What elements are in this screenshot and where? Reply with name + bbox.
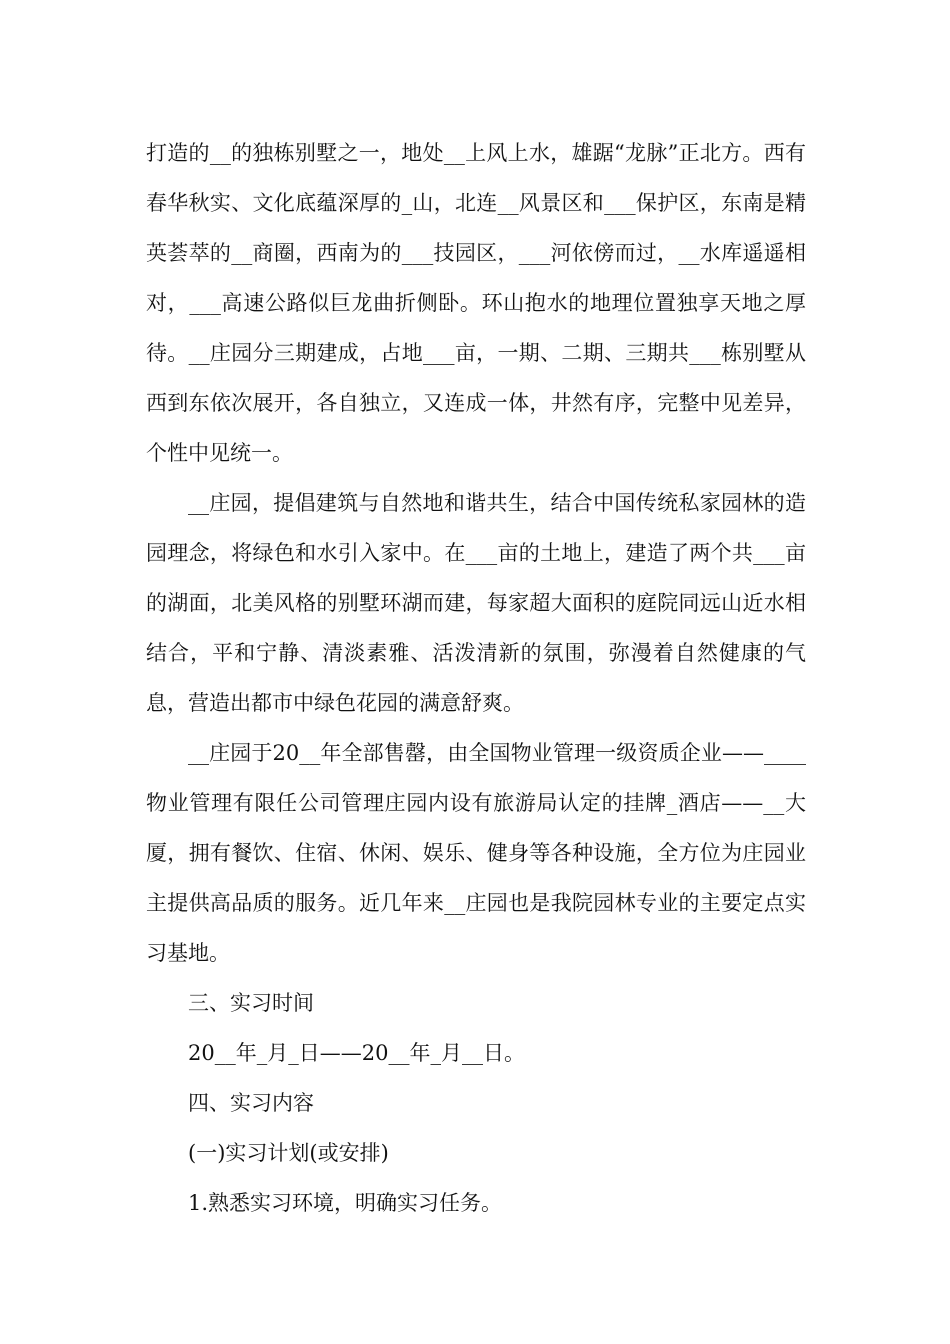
paragraph-estate-management: __庄园于20__年全部售罄，由全国物业管理一级资质企业——____物业管理有限任公司管理庄园内设有旅游局认定的挂牌_酒店——__大厦，拥有餐饮、住宿、休闲、娱乐、健身等各种设施，全方位为庄园业主提供高品质的服务。近几年来__庄园也是我院园林专业的主要定点实习基地。 (146, 741, 806, 965)
plan-item-1: 1.熟悉实习环境，明确实习任务。 (188, 1191, 503, 1215)
paragraph-estate-location: 打造的__的独栋别墅之一，地处__上风上水，雄踞“龙脉”正北方。西有春华秋实、文化底蕴深厚的_山，北连__风景区和___保护区，东南是精英荟萃的__商圈，西南为的___技园区，___河依傍而过，__水库遥遥相对，___高速公路似巨龙曲折侧卧。环山抱水的地理位置独享天地之厚待。__庄园分三期建成，占地___亩，一期、二期、三期共___栋别墅从西到东依次展开，各自独立，又连成一体，井然有序，完整中见差异，个性中见统一。 (146, 141, 806, 465)
paragraph-estate-design: __庄园，提倡建筑与自然地和谐共生，结合中国传统私家园林的造园理念，将绿色和水引入家中。在___亩的土地上，建造了两个共___亩的湖面，北美风格的别墅环湖而建，每家超大面积的庭院同远山近水相结合，平和宁静、清淡素雅、活泼清新的氛围，弥漫着自然健康的气息，营造出都市中绿色花园的满意舒爽。 (146, 491, 806, 715)
internship-dates: 20__年_月_日——20__年_月__日。 (188, 1041, 525, 1065)
document-page (146, 128, 806, 1228)
section-heading-internship-time: 三、实习时间 (188, 991, 314, 1015)
subsection-heading-plan: (一)实习计划(或安排) (188, 1141, 389, 1165)
section-heading-internship-content: 四、实习内容 (188, 1091, 314, 1115)
